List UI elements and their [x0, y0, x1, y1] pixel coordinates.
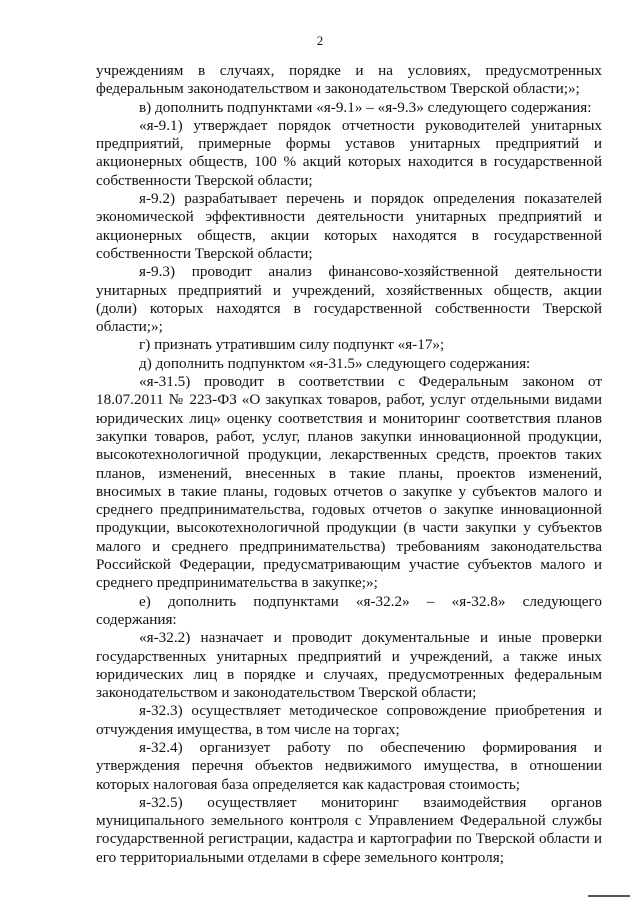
paragraph-ya-9-2: я-9.2) разрабатывает перечень и порядок определения показателей экономической эффективности деятельности унитарных предприятий и акционерных обществ, акции которых находятся в государственной собственности Тверской области;: [96, 190, 602, 262]
paragraph-subitem-e: е) дополнить подпунктами «я-32.2» – «я-32.8» следующего содержания:: [96, 592, 602, 628]
scan-edge-mark: [588, 895, 630, 897]
paragraph-continuation: учреждениям в случаях, порядке и на условиях, предусмотренных федеральным законодательством и законодательством Тверской области;»;: [96, 62, 602, 98]
paragraph-ya-32-2: «я-32.2) назначает и проводит документальные и иные проверки государственных унитарных предприятий и учреждений, а также иных юридических лиц в порядке и случаях, предусмотренных федеральным законодательством и законодательством Тверской области;: [96, 629, 602, 702]
paragraph-ya-32-5: я-32.5) осуществляет мониторинг взаимодействия органов муниципального земельного контроля с Управлением Федеральной службы государственной регистрации, кадастра и картографии по Тверской области и его территориальными отделами в сфере земельного контроля;: [96, 793, 602, 866]
paragraph-subitem-v: в) дополнить подпунктами «я-9.1» – «я-9.3» следующего содержания:: [139, 98, 592, 116]
paragraph-subitem-d: д) дополнить подпунктом «я-31.5» следующего содержания:: [139, 354, 531, 372]
paragraph-ya-32-4: я-32.4) организует работу по обеспечению формирования и утверждения перечня объектов недвижимого имущества, в отношении которых налоговая база определяется как кадастровая стоимость;: [96, 738, 602, 793]
paragraph-ya-32-3: я-32.3) осуществляет методическое сопровождение приобретения и отчуждения имущества, в том числе на торгах;: [96, 702, 602, 738]
paragraph-subitem-g: г) признать утратившим силу подпункт «я-17»;: [139, 336, 445, 354]
paragraph-ya-9-1: «я-9.1) утверждает порядок отчетности руководителей унитарных предприятий, примерные формы уставов унитарных предприятий и акционерных обществ, 100 % акций которых находится в государственной собственности Тверской области;: [96, 116, 602, 189]
document-body: [96, 62, 602, 867]
paragraph-ya-9-3: я-9.3) проводит анализ финансово-хозяйственной деятельности унитарных предприятий и учреждений, хозяйственных обществ, акции (доли) которых находятся в государственной собственности Тверской области;»;: [96, 263, 602, 336]
page-number: 2: [316, 33, 324, 48]
paragraph-ya-31-5: «я-31.5) проводит в соответствии с Федеральным законом от 18.07.2011 № 223-ФЗ «О закупках товаров, работ, услуг отдельными видами юридических лиц» оценку соответствия и мониторинг соответствия планов закупки товаров, работ, услуг, планов закупки инновационной продукции, высокотехнологичной продукции, лекарственных средств, проектов таких планов, изменений, внесенных в такие планы, проектов изменений, вносимых в такие планы, годовых отчетов о закупке у субъектов малого и среднего предпринимательства, годовых отчетов о закупке инновационной продукции, высокотехнологичной продукции (в части закупки у субъектов малого и среднего предпринимательства) требованиям законодательства Российской Федерации, предусматривающим участие субъектов малого и среднего предпринимательства в закупке;»;: [96, 373, 602, 592]
